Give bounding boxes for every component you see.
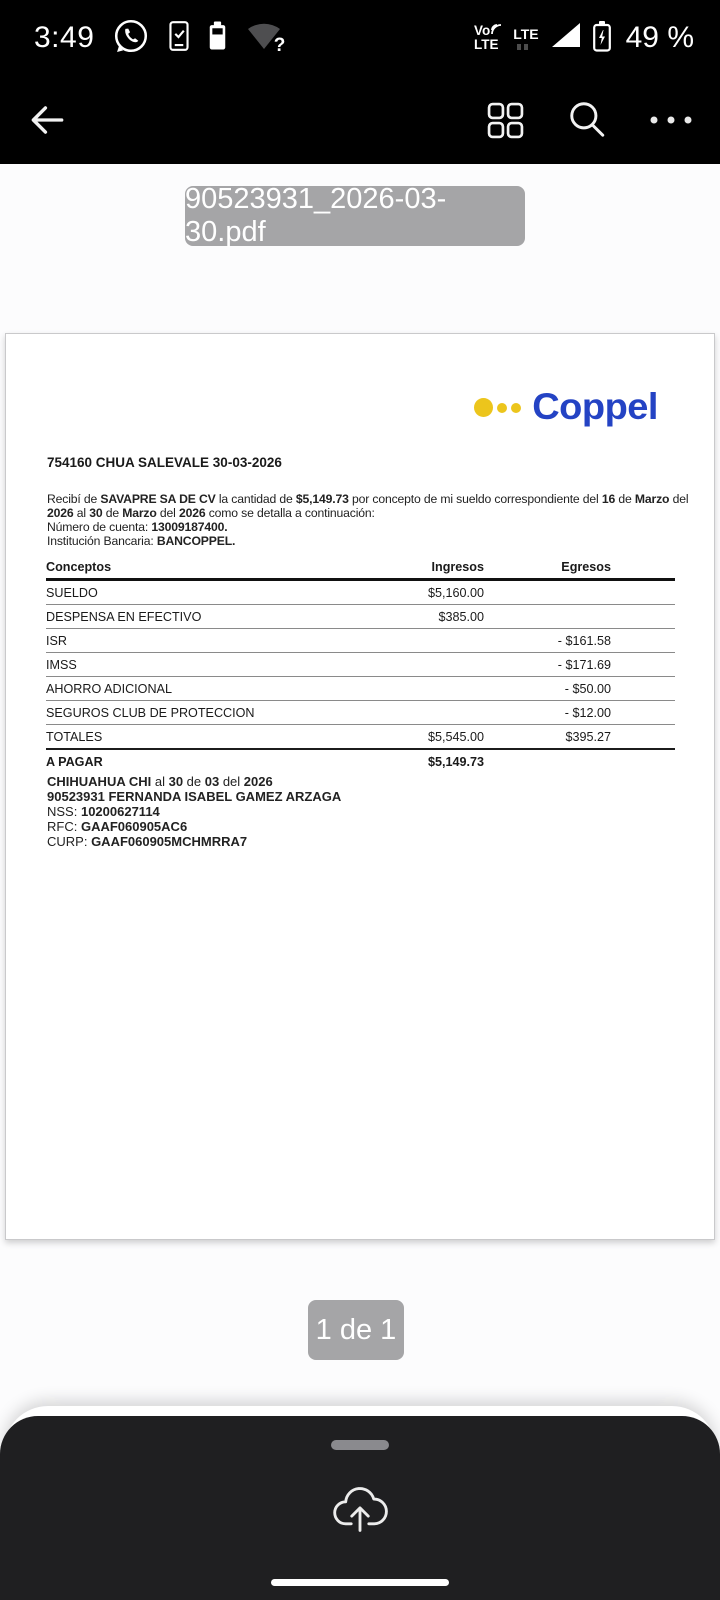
signal-strength-icon bbox=[549, 22, 582, 54]
payslip-intro bbox=[47, 492, 688, 548]
pdf-viewer-area bbox=[0, 164, 720, 1600]
sheet-drag-handle[interactable] bbox=[331, 1440, 389, 1450]
nss-line: NSS: 10200627114 bbox=[47, 804, 160, 819]
bank-line: Institución Bancaria: BANCOPPEL. bbox=[47, 534, 236, 548]
concepts-table bbox=[46, 556, 675, 773]
upload-button[interactable] bbox=[329, 1482, 391, 1542]
filename-text: 90523931_2026-03-30.pdf bbox=[185, 183, 447, 248]
page-thumbnails-button[interactable] bbox=[487, 102, 524, 139]
place-date-line: CHIHUAHUA CHI al 30 de 03 del 2026 bbox=[47, 774, 273, 789]
table-row: SEGUROS CLUB DE PROTECCION - $12.00 bbox=[46, 701, 675, 725]
lte-indicator: LTE bbox=[513, 27, 538, 50]
wifi-question-icon: ? bbox=[245, 20, 283, 57]
back-arrow-icon bbox=[26, 99, 68, 141]
rfc-line: RFC: GAAF060905AC6 bbox=[47, 819, 188, 834]
filename-toast bbox=[185, 183, 525, 248]
volte-indicator: Vo LTE bbox=[474, 24, 503, 52]
payslip-title: 754160 CHUA SALEVALE 30-03-2026 bbox=[47, 455, 282, 470]
table-row: DESPENSA EN EFECTIVO $385.00 bbox=[46, 605, 675, 629]
device-notification-icon bbox=[168, 20, 190, 57]
table-row-a-pagar: A PAGAR $5,149.73 bbox=[46, 754, 484, 769]
employee-details bbox=[47, 774, 341, 849]
volte-arc-icon bbox=[491, 24, 503, 35]
table-row: SUELDO $5,160.00 bbox=[46, 581, 675, 605]
coppel-logo-dot-icon bbox=[474, 398, 493, 417]
coppel-logo-dot-icon bbox=[497, 403, 507, 413]
coppel-logo bbox=[474, 386, 658, 429]
account-number-line: Número de cuenta: 13009187400. bbox=[47, 520, 228, 534]
table-row: AHORRO ADICIONAL - $50.00 bbox=[46, 677, 675, 701]
search-icon bbox=[566, 99, 608, 141]
coppel-logo-dot-icon bbox=[511, 403, 521, 413]
curp-line: CURP: GAAF060905MCHMRRA7 bbox=[47, 834, 248, 849]
intro-line-2: 2026 al 30 de Marzo del 2026 como se detalla a continuación: bbox=[47, 506, 375, 520]
back-button[interactable] bbox=[26, 99, 68, 141]
search-button[interactable] bbox=[566, 99, 608, 141]
table-row: ISR - $161.58 bbox=[46, 629, 675, 653]
clock: 3:49 bbox=[34, 21, 95, 54]
status-bar bbox=[0, 0, 720, 76]
ellipsis-icon bbox=[648, 114, 694, 126]
pdf-viewer-toolbar bbox=[0, 76, 720, 164]
gesture-navigation-bar[interactable] bbox=[271, 1579, 449, 1586]
bottom-sheet bbox=[0, 1416, 720, 1600]
whatsapp-notification-icon bbox=[112, 17, 150, 60]
battery-notification-icon bbox=[208, 20, 227, 56]
page-indicator-text: 1 de 1 bbox=[315, 1313, 397, 1346]
pdf-page bbox=[5, 333, 715, 1240]
table-row: IMSS - $171.69 bbox=[46, 653, 675, 677]
table-row-totals: TOTALES $5,545.00 $395.27 bbox=[46, 725, 675, 750]
cloud-upload-icon bbox=[329, 1482, 391, 1537]
header-conceptos: Conceptos bbox=[46, 560, 112, 574]
battery-percentage: 49 % bbox=[625, 21, 694, 54]
table-header-row bbox=[46, 556, 675, 581]
intro-line-1: Recibí de SAVAPRE SA DE CV la cantidad de $5,149.73 por concepto de mi sueldo correspondiente del 16 de Marzo del bbox=[47, 492, 689, 506]
page-indicator-toast bbox=[308, 1300, 404, 1360]
battery-charging-icon bbox=[592, 20, 612, 57]
coppel-wordmark: Coppel bbox=[532, 386, 658, 428]
header-egresos: Egresos bbox=[561, 560, 611, 574]
employee-name-line: 90523931 FERNANDA ISABEL GAMEZ ARZAGA bbox=[47, 789, 342, 804]
header-ingresos: Ingresos bbox=[431, 560, 484, 574]
overflow-menu-button[interactable] bbox=[648, 114, 694, 126]
grid-icon bbox=[487, 102, 524, 139]
